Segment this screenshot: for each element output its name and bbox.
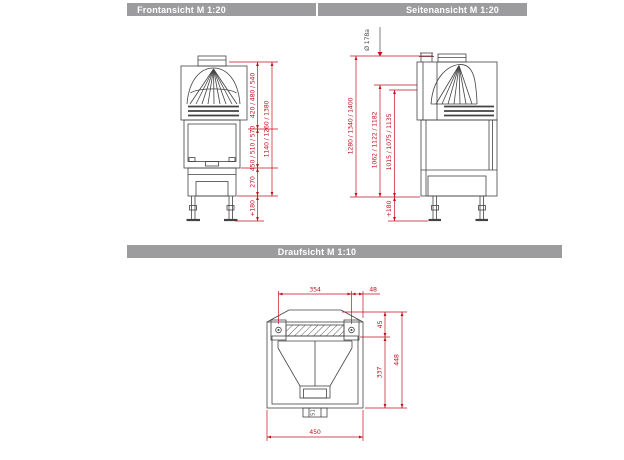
top-dim-total-depth: 448 <box>393 354 401 366</box>
side-dim-height-mid: 1062 / 1122 / 1182 <box>371 111 379 169</box>
top-dim-body-depth: 337 <box>376 366 384 379</box>
top-firebox <box>278 341 352 398</box>
front-dim-total-height: 1140 / 1260 / 1380 <box>263 100 271 158</box>
front-dim-door-section: 450 / 510 / 570 <box>249 125 257 172</box>
side-dim-flue-diameter: Ø 178a <box>364 29 371 51</box>
side-flue-stub <box>419 53 434 62</box>
top-dim-side-offset: 48 <box>369 286 377 294</box>
side-dome-ribs <box>431 66 477 105</box>
front-dome-ribs <box>190 69 237 104</box>
side-base-inner <box>428 176 486 196</box>
front-chimney-collar <box>198 56 226 66</box>
top-glass-hatched <box>286 325 344 336</box>
front-door-glass <box>188 124 236 162</box>
side-chimney-collar <box>438 54 466 62</box>
header-front-label: Frontansicht M 1:20 <box>137 4 226 15</box>
side-vent-slats <box>444 107 494 116</box>
header-top-label: Draufsicht M 1:10 <box>277 246 357 257</box>
side-view-dimensions <box>348 27 434 221</box>
top-dim-front-depth: 45 <box>377 320 384 329</box>
front-base-box <box>188 168 236 196</box>
top-view-drawing <box>267 287 407 442</box>
header-side-label: Seitenansicht M 1:20 <box>405 4 500 15</box>
top-dim-opening-width: 354 <box>309 286 321 294</box>
side-view-drawing <box>348 27 498 221</box>
front-dim-legs: +180 <box>249 200 257 217</box>
top-dim-total-width: 450 <box>309 429 321 436</box>
side-dim-total-height: 1280 / 1340 / 1400 <box>347 97 355 155</box>
front-ash-drawer <box>196 182 228 197</box>
front-view-drawing <box>181 56 278 221</box>
side-legs <box>429 196 489 220</box>
front-dim-base-section: 270 <box>249 176 257 188</box>
top-dim-connector-width: 51 <box>310 409 317 416</box>
front-door-handle <box>206 162 219 167</box>
front-legs <box>187 196 238 220</box>
front-door-frame <box>184 120 240 168</box>
front-dim-top-section: 420 / 480 / 540 <box>249 72 257 119</box>
side-dim-height-low: 1015 / 1075 / 1135 <box>386 113 393 171</box>
front-vent-slats <box>188 107 239 116</box>
side-dim-legs: +180 <box>386 200 393 218</box>
